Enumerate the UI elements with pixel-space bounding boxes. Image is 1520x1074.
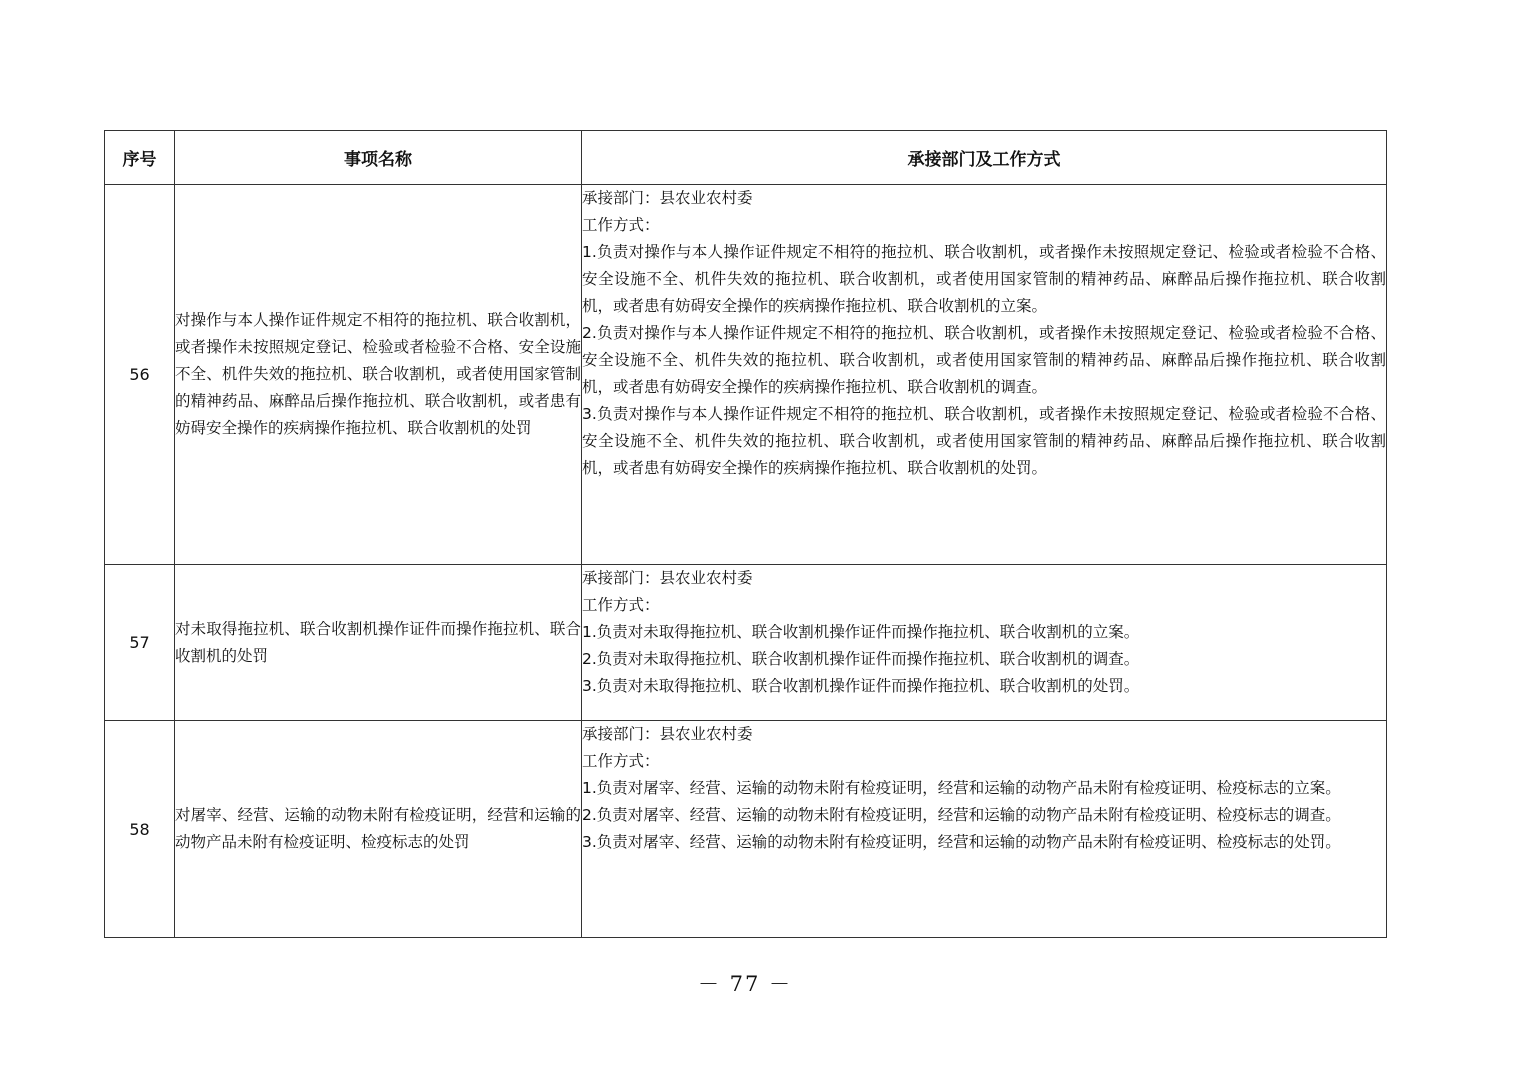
method-item: 2.负责对屠宰、经营、运输的动物未附有检疫证明，经营和运输的动物产品未附有检疫证明、检疫标志的调查。 [582, 806, 1341, 824]
item-name-text: 对屠宰、经营、运输的动物未附有检疫证明，经营和运输的动物产品未附有检疫证明、检疫标志的处罚 [175, 806, 581, 851]
item-name [175, 185, 582, 565]
item-name [175, 565, 582, 721]
dept-line: 承接部门：县农业农村委 [582, 725, 753, 743]
item-name-text: 对操作与本人操作证件规定不相符的拖拉机、联合收割机，或者操作未按照规定登记、检验或者检验不合格、安全设施不全、机件失效的拖拉机、联合收割机，或者使用国家管制的精神药品、麻醉品后操作拖拉机、联合收割机，或者患有妨碍安全操作的疾病操作拖拉机、联合收割机的处罚 [175, 311, 581, 437]
item-name-text: 对未取得拖拉机、联合收割机操作证件而操作拖拉机、联合收割机的处罚 [175, 619, 581, 665]
method-item: 3.负责对操作与本人操作证件规定不相符的拖拉机、联合收割机，或者操作未按照规定登记、检验或者检验不合格、安全设施不全、机件失效的拖拉机、联合收割机，或者使用国家管制的精神药品、麻醉品后操作拖拉机、联合收割机，或者患有妨碍安全操作的疾病操作拖拉机、联合收割机的处罚。 [582, 405, 1386, 477]
row-number: 56 [105, 185, 175, 565]
table-row [105, 565, 1387, 721]
row-number: 57 [105, 565, 175, 721]
item-name [175, 721, 582, 938]
items-table [104, 130, 1387, 938]
dept-and-method [582, 721, 1387, 938]
method-line: 工作方式： [582, 216, 660, 234]
method-item: 3.负责对屠宰、经营、运输的动物未附有检疫证明，经营和运输的动物产品未附有检疫证明、检疫标志的处罚。 [582, 833, 1341, 851]
method-item: 1.负责对操作与本人操作证件规定不相符的拖拉机、联合收割机，或者操作未按照规定登记、检验或者检验不合格、安全设施不全、机件失效的拖拉机、联合收割机，或者使用国家管制的精神药品、麻醉品后操作拖拉机、联合收割机，或者患有妨碍安全操作的疾病操作拖拉机、联合收割机的立案。 [582, 243, 1386, 315]
table-row [105, 721, 1387, 938]
method-item: 3.负责对未取得拖拉机、联合收割机操作证件而操作拖拉机、联合收割机的处罚。 [582, 677, 1140, 695]
dept-line: 承接部门：县农业农村委 [582, 569, 753, 587]
dept-line: 承接部门：县农业农村委 [582, 189, 753, 207]
method-item: 2.负责对操作与本人操作证件规定不相符的拖拉机、联合收割机，或者操作未按照规定登记、检验或者检验不合格、安全设施不全、机件失效的拖拉机、联合收割机，或者使用国家管制的精神药品、麻醉品后操作拖拉机、联合收割机，或者患有妨碍安全操作的疾病操作拖拉机、联合收割机的调查。 [582, 324, 1386, 396]
page-number: － 77 － [697, 972, 793, 996]
header-work: 承接部门及工作方式 [582, 131, 1387, 185]
table-header-row [105, 131, 1387, 185]
method-line: 工作方式： [582, 596, 660, 614]
method-item: 2.负责对未取得拖拉机、联合收割机操作证件而操作拖拉机、联合收割机的调查。 [582, 650, 1140, 668]
row-number: 58 [105, 721, 175, 938]
dept-and-method [582, 185, 1387, 565]
method-item: 1.负责对未取得拖拉机、联合收割机操作证件而操作拖拉机、联合收割机的立案。 [582, 623, 1140, 641]
method-line: 工作方式： [582, 752, 660, 770]
header-num: 序号 [105, 131, 175, 185]
table-row [105, 185, 1387, 565]
dept-and-method [582, 565, 1387, 721]
header-name: 事项名称 [175, 131, 582, 185]
method-item: 1.负责对屠宰、经营、运输的动物未附有检疫证明，经营和运输的动物产品未附有检疫证明、检疫标志的立案。 [582, 779, 1341, 797]
